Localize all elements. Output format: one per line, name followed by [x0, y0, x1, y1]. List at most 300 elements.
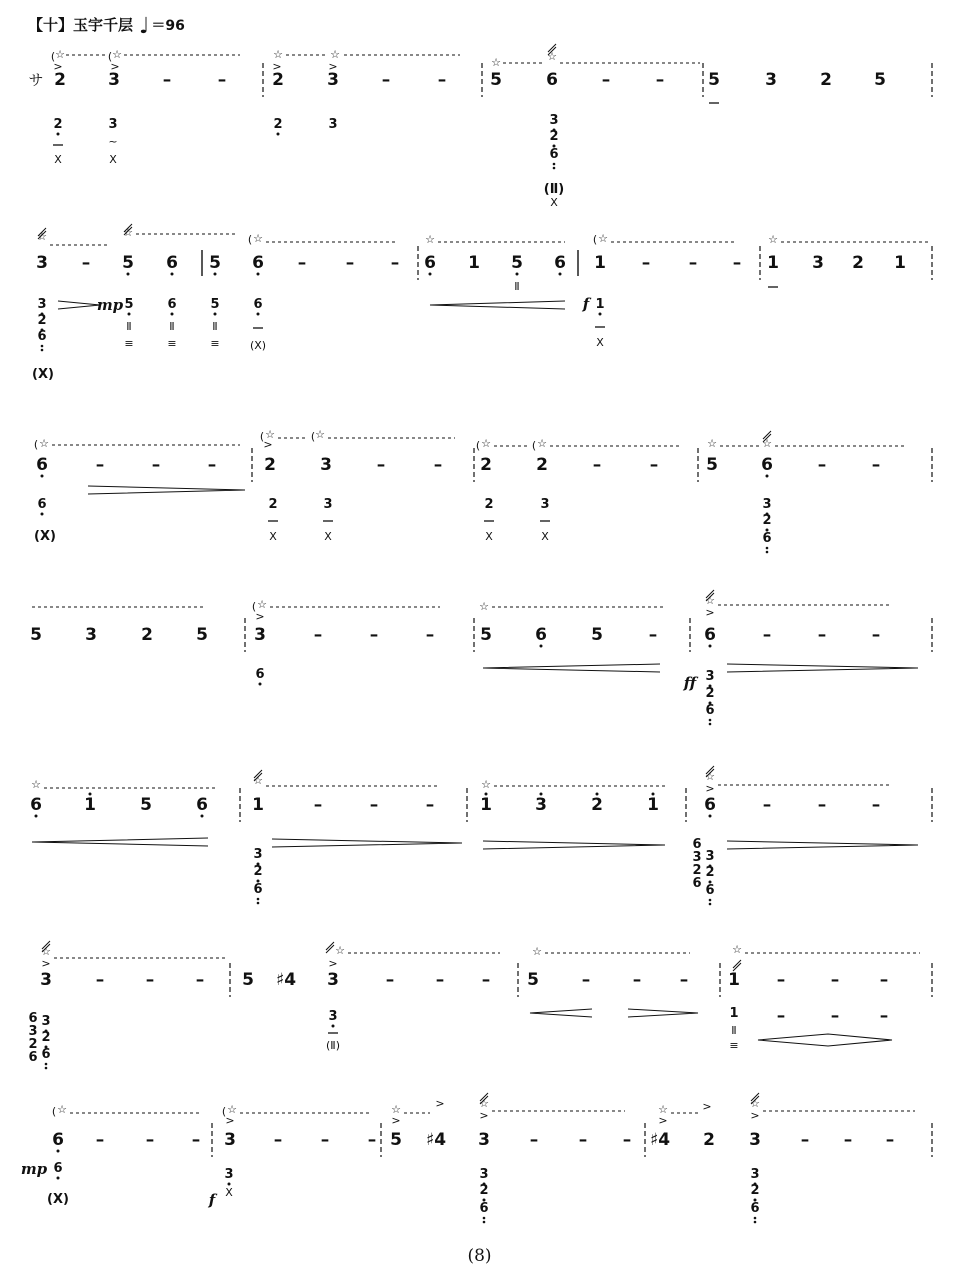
- accent-mark: >: [110, 60, 120, 73]
- accent-mark: >: [255, 610, 265, 623]
- accent-mark: >: [53, 60, 63, 73]
- note-digit: 6: [424, 253, 436, 273]
- low-octave-dot: [709, 815, 712, 818]
- sustain-dash: –: [817, 795, 827, 815]
- star-technique-mark: ☆: [123, 226, 133, 239]
- sustain-dash: –: [871, 625, 881, 645]
- note-digit: 3: [254, 625, 266, 645]
- low-octave-dot: [257, 313, 260, 316]
- star-technique-mark: ☆: [39, 437, 49, 450]
- note-digit: 6: [167, 297, 177, 312]
- crescendo-hairpin: [32, 838, 208, 846]
- low-octave-dot: [553, 163, 556, 166]
- note-digit: 6: [37, 329, 47, 344]
- decrescendo-hairpin: [727, 664, 918, 672]
- sustain-dash: –: [425, 795, 435, 815]
- sustain-dash: –: [879, 1006, 889, 1026]
- sustain-dash: –: [776, 970, 786, 990]
- sustain-dash: –: [376, 455, 386, 475]
- note-digit: 6: [41, 1047, 51, 1062]
- note-digit: 1: [480, 795, 492, 815]
- note-digit: 6: [704, 625, 716, 645]
- double-stroke-mark: Ⅱ: [169, 320, 175, 333]
- low-octave-dot: [257, 273, 260, 276]
- sustain-dash: –: [437, 70, 447, 90]
- note-digit: 3: [108, 117, 118, 132]
- note-digit: 2: [54, 70, 66, 90]
- low-octave-dot: [709, 899, 712, 902]
- decrescendo-hairpin: [727, 841, 918, 849]
- low-octave-dot: [257, 898, 260, 901]
- note-digit: 3: [224, 1130, 236, 1150]
- note-digit: 6: [36, 455, 48, 475]
- low-octave-dot: [332, 1025, 335, 1028]
- star-technique-mark: ☆: [547, 50, 557, 63]
- note-digit: 5: [196, 625, 208, 645]
- note-digit: 5: [140, 795, 152, 815]
- sustain-dash: –: [601, 70, 611, 90]
- open-paren-mark: (: [107, 50, 113, 63]
- note-digit: 1: [647, 795, 659, 815]
- low-octave-dot: [709, 645, 712, 648]
- star-technique-mark: ☆: [37, 230, 47, 243]
- note-digit: 2: [480, 455, 492, 475]
- accent-mark: >: [263, 438, 273, 451]
- note-digit: 1: [252, 795, 264, 815]
- crescendo-hairpin: [530, 1009, 592, 1017]
- accent-mark: >: [435, 1097, 445, 1110]
- open-paren-mark: (: [50, 50, 56, 63]
- tempo-marking: ＝96: [151, 18, 185, 34]
- sustain-dash: –: [632, 970, 642, 990]
- note-digit: 6: [546, 70, 558, 90]
- star-technique-mark: ☆: [257, 598, 267, 611]
- low-octave-dot: [257, 902, 260, 905]
- note-digit: 6: [53, 1161, 63, 1176]
- note-digit: 3: [320, 455, 332, 475]
- section-mark: 【十】: [28, 16, 74, 34]
- high-octave-dot: [540, 793, 543, 796]
- note-digit: 6: [196, 795, 208, 815]
- note-digit: 6: [750, 1201, 760, 1216]
- note-digit: 2: [705, 865, 715, 880]
- note-digit: 5: [490, 70, 502, 90]
- sustain-dash: –: [871, 455, 881, 475]
- stroke-technique-mark: (X): [249, 339, 267, 352]
- note-digit: 1: [767, 253, 779, 273]
- note-digit: 3: [478, 1130, 490, 1150]
- accent-mark: >: [702, 1100, 712, 1113]
- accent-mark: >: [705, 782, 715, 795]
- sustain-dash: –: [481, 970, 491, 990]
- chord-tone: 3: [692, 850, 702, 865]
- note-digit: 2: [852, 253, 864, 273]
- low-octave-dot: [41, 345, 44, 348]
- note-digit: 3: [327, 970, 339, 990]
- note-digit: 6: [549, 147, 559, 162]
- star-technique-mark: ☆: [532, 945, 542, 958]
- note-digit: 6: [37, 497, 47, 512]
- low-octave-dot: [766, 551, 769, 554]
- sustain-dash: –: [381, 70, 391, 90]
- stroke-technique-mark: (X): [32, 367, 54, 382]
- note-digit: 2: [703, 1130, 715, 1150]
- star-technique-mark: ☆: [41, 945, 51, 958]
- x-mark: X: [269, 530, 277, 543]
- sustain-dash: –: [367, 1130, 377, 1150]
- free-rhythm-mark: サ: [28, 71, 44, 89]
- double-stroke-mark: Ⅱ: [126, 320, 132, 333]
- note-digit: 3: [812, 253, 824, 273]
- open-paren-mark: (: [592, 233, 598, 246]
- note-digit: 2: [37, 313, 47, 328]
- low-octave-dot: [45, 1063, 48, 1066]
- note-digit: 6: [762, 531, 772, 546]
- sustain-dash: –: [885, 1130, 895, 1150]
- sustain-dash: –: [151, 455, 161, 475]
- note-digit: 3: [549, 113, 559, 128]
- sustain-dash: –: [435, 970, 445, 990]
- sustain-dash: –: [830, 970, 840, 990]
- low-octave-dot: [171, 313, 174, 316]
- note-digit: 5: [706, 455, 718, 475]
- star-technique-mark: ☆: [768, 233, 778, 246]
- note-digit: 1: [728, 970, 740, 990]
- double-stroke-mark: Ⅱ: [514, 280, 520, 293]
- sustain-dash: –: [871, 795, 881, 815]
- low-octave-dot: [259, 683, 262, 686]
- note-digit: 3: [705, 669, 715, 684]
- sustain-dash: –: [95, 970, 105, 990]
- note-digit: 2: [273, 117, 283, 132]
- note-digit: 5: [480, 625, 492, 645]
- star-technique-mark: ☆: [315, 428, 325, 441]
- triple-stroke-mark: ≡: [167, 337, 177, 350]
- note-digit: 2: [549, 129, 559, 144]
- x-mark: X: [324, 530, 332, 543]
- low-octave-dot: [429, 273, 432, 276]
- sustain-dash: –: [776, 1006, 786, 1026]
- star-technique-mark: ☆: [253, 232, 263, 245]
- note-digit: 6: [705, 703, 715, 718]
- star-technique-mark: ☆: [491, 56, 501, 69]
- sustain-dash: –: [817, 455, 827, 475]
- low-octave-dot: [599, 313, 602, 316]
- sustain-dash: –: [688, 253, 698, 273]
- sustain-dash: –: [732, 253, 742, 273]
- note-digit: 2: [591, 795, 603, 815]
- star-technique-mark: ☆: [658, 1103, 668, 1116]
- star-technique-mark: ☆: [598, 232, 608, 245]
- open-paren-mark: (: [51, 1105, 57, 1118]
- tilde-mark: ~: [108, 135, 118, 148]
- note-digit: 3: [762, 497, 772, 512]
- sustain-dash: –: [145, 970, 155, 990]
- sustain-dash: –: [191, 1130, 201, 1150]
- note-digit: 1: [468, 253, 480, 273]
- note-digit: 1: [894, 253, 906, 273]
- chord-tone: 6: [28, 1050, 38, 1065]
- note-digit: 6: [252, 253, 264, 273]
- low-octave-dot: [214, 273, 217, 276]
- decrescendo-hairpin: [88, 486, 245, 494]
- note-digit: 2: [820, 70, 832, 90]
- sustain-dash: –: [95, 1130, 105, 1150]
- sustain-dash: –: [195, 970, 205, 990]
- sustain-dash: –: [273, 1130, 283, 1150]
- sustain-dash: –: [207, 455, 217, 475]
- note-digit: 2: [705, 686, 715, 701]
- swell-hairpin: [758, 1034, 892, 1046]
- sustain-dash: –: [369, 625, 379, 645]
- chord-tone: 6: [692, 837, 702, 852]
- star-technique-mark: ☆: [253, 774, 263, 787]
- low-octave-dot: [41, 475, 44, 478]
- low-octave-dot: [766, 475, 769, 478]
- accent-mark: >: [41, 957, 51, 970]
- star-technique-mark: ☆: [31, 778, 41, 791]
- low-octave-dot: [754, 1221, 757, 1224]
- stroke-technique-mark: (Ⅱ): [326, 1039, 340, 1052]
- sustain-dash: –: [385, 970, 395, 990]
- page-number: (8): [467, 1246, 492, 1266]
- low-octave-dot: [214, 313, 217, 316]
- open-paren-mark: (: [33, 438, 39, 451]
- sustain-dash: –: [879, 970, 889, 990]
- note-digit: 6: [705, 883, 715, 898]
- note-digit: 5: [242, 970, 254, 990]
- low-octave-dot: [35, 815, 38, 818]
- sustain-dash: –: [830, 1006, 840, 1026]
- double-stroke-mark: Ⅱ: [212, 320, 218, 333]
- note-digit: 2: [272, 70, 284, 90]
- note-digit: 3: [327, 70, 339, 90]
- low-octave-dot: [127, 273, 130, 276]
- low-octave-dot: [766, 547, 769, 550]
- low-octave-dot: [483, 1217, 486, 1220]
- sustain-dash: –: [843, 1130, 853, 1150]
- dynamic-marking: f: [582, 295, 590, 313]
- note-digit: ♯4: [275, 970, 297, 990]
- star-technique-mark: ☆: [55, 48, 65, 61]
- decrescendo-hairpin: [272, 839, 462, 847]
- note-digit: 3: [253, 847, 263, 862]
- note-digit: 5: [209, 253, 221, 273]
- note-digit: 6: [554, 253, 566, 273]
- accent-mark: >: [705, 606, 715, 619]
- sustain-dash: –: [592, 455, 602, 475]
- sustain-dash: –: [313, 795, 323, 815]
- section-title: 玉宇千层: [73, 16, 134, 34]
- note-digit: 5: [124, 297, 134, 312]
- chord-tone: 6: [692, 876, 702, 891]
- low-octave-dot: [709, 723, 712, 726]
- note-digit: 3: [328, 1009, 338, 1024]
- star-technique-mark: ☆: [705, 770, 715, 783]
- note-digit: 6: [535, 625, 547, 645]
- sustain-dash: –: [390, 253, 400, 273]
- high-octave-dot: [485, 793, 488, 796]
- sustain-dash: –: [433, 455, 443, 475]
- x-mark: X: [596, 336, 604, 349]
- open-paren-mark: (: [247, 233, 253, 246]
- low-octave-dot: [57, 1177, 60, 1180]
- note-digit: 3: [479, 1167, 489, 1182]
- chord-tone: 2: [28, 1037, 38, 1052]
- note-digit: 2: [253, 864, 263, 879]
- accent-mark: >: [750, 1109, 760, 1122]
- note-digit: 3: [765, 70, 777, 90]
- note-digit: 2: [141, 625, 153, 645]
- crescendo-hairpin: [430, 301, 565, 309]
- triple-stroke-mark: ≡: [729, 1039, 739, 1052]
- low-octave-dot: [45, 1067, 48, 1070]
- star-technique-mark: ☆: [479, 600, 489, 613]
- note-digit: 6: [166, 253, 178, 273]
- sustain-dash: –: [217, 70, 227, 90]
- low-octave-dot: [277, 133, 280, 136]
- sustain-dash: –: [425, 625, 435, 645]
- note-digit: 2: [484, 497, 494, 512]
- note-digit: 3: [750, 1167, 760, 1182]
- star-technique-mark: ☆: [732, 943, 742, 956]
- note-digit: 3: [705, 849, 715, 864]
- low-octave-dot: [483, 1221, 486, 1224]
- note-digit: 5: [591, 625, 603, 645]
- note-digit: 6: [253, 882, 263, 897]
- star-technique-mark: ☆: [265, 428, 275, 441]
- x-mark: X: [550, 196, 558, 209]
- note-digit: 3: [535, 795, 547, 815]
- x-mark: X: [485, 530, 493, 543]
- paren-x-mark: (X): [47, 1192, 69, 1207]
- low-octave-dot: [559, 273, 562, 276]
- note-digit: 3: [41, 1014, 51, 1029]
- stroke-technique-mark: (Ⅱ): [543, 182, 565, 197]
- star-technique-mark: ☆: [112, 48, 122, 61]
- dynamic-marking: mp: [96, 296, 124, 314]
- sustain-dash: –: [679, 970, 689, 990]
- star-technique-mark: ☆: [479, 1097, 489, 1110]
- tremolo-slash: [326, 942, 334, 953]
- note-digit: 2: [268, 497, 278, 512]
- low-octave-dot: [516, 273, 519, 276]
- note-digit: 3: [108, 70, 120, 90]
- star-technique-mark: ☆: [57, 1103, 67, 1116]
- accent-mark: >: [225, 1114, 235, 1127]
- low-octave-dot: [754, 1217, 757, 1220]
- accent-mark: >: [272, 60, 282, 73]
- double-stroke-mark: Ⅱ: [731, 1024, 737, 1037]
- note-digit: 5: [122, 253, 134, 273]
- sustain-dash: –: [581, 970, 591, 990]
- paren-x-mark: (X): [34, 529, 56, 544]
- note-digit: 2: [53, 117, 63, 132]
- star-technique-mark: ☆: [481, 778, 491, 791]
- note-digit: 5: [527, 970, 539, 990]
- low-octave-dot: [201, 815, 204, 818]
- sustain-dash: –: [762, 795, 772, 815]
- note-digit: 3: [323, 497, 333, 512]
- crescendo-hairpin: [483, 664, 660, 672]
- note-digit: 2: [479, 1183, 489, 1198]
- note-digit: 6: [52, 1130, 64, 1150]
- star-technique-mark: ☆: [762, 437, 772, 450]
- sustain-dash: –: [800, 1130, 810, 1150]
- sustain-dash: –: [297, 253, 307, 273]
- note-digit: ♯4: [649, 1130, 671, 1150]
- star-technique-mark: ☆: [330, 48, 340, 61]
- note-digit: 6: [761, 455, 773, 475]
- sustain-dash: –: [578, 1130, 588, 1150]
- note-digit: 2: [41, 1030, 51, 1045]
- quarter-note-icon: ♩: [139, 14, 150, 39]
- star-technique-mark: ☆: [707, 437, 717, 450]
- note-digit: ♯4: [425, 1130, 447, 1150]
- accent-mark: >: [328, 957, 338, 970]
- star-technique-mark: ☆: [425, 233, 435, 246]
- sustain-dash: –: [145, 1130, 155, 1150]
- open-paren-mark: (: [259, 430, 265, 443]
- note-digit: 5: [874, 70, 886, 90]
- open-paren-mark: (: [251, 600, 257, 613]
- note-digit: 5: [30, 625, 42, 645]
- triple-stroke-mark: ≡: [124, 337, 134, 350]
- low-octave-dot: [709, 903, 712, 906]
- low-octave-dot: [57, 1150, 60, 1153]
- low-octave-dot: [41, 513, 44, 516]
- sustain-dash: –: [641, 253, 651, 273]
- note-digit: 2: [264, 455, 276, 475]
- star-technique-mark: ☆: [705, 594, 715, 607]
- low-octave-dot: [57, 133, 60, 136]
- sustain-dash: –: [622, 1130, 632, 1150]
- star-technique-mark: ☆: [335, 944, 345, 957]
- high-octave-dot: [652, 793, 655, 796]
- open-paren-mark: (: [310, 430, 316, 443]
- note-digit: 6: [253, 297, 263, 312]
- star-technique-mark: ☆: [227, 1103, 237, 1116]
- note-digit: 1: [84, 795, 96, 815]
- note-digit: 1: [595, 297, 605, 312]
- note-digit: 3: [36, 253, 48, 273]
- star-technique-mark: ☆: [537, 437, 547, 450]
- sustain-dash: –: [320, 1130, 330, 1150]
- chord-tone: 2: [692, 863, 702, 878]
- dynamic-marking: f: [208, 1191, 216, 1209]
- sustain-dash: –: [529, 1130, 539, 1150]
- note-digit: 6: [479, 1201, 489, 1216]
- star-technique-mark: ☆: [750, 1097, 760, 1110]
- note-digit: 6: [30, 795, 42, 815]
- note-digit: 6: [255, 667, 265, 682]
- x-mark: X: [541, 530, 549, 543]
- note-digit: 3: [37, 297, 47, 312]
- accent-mark: >: [479, 1109, 489, 1122]
- decrescendo-hairpin: [628, 1009, 698, 1017]
- high-octave-dot: [596, 793, 599, 796]
- note-digit: 1: [594, 253, 606, 273]
- note-digit: 3: [85, 625, 97, 645]
- open-paren-mark: (: [531, 439, 537, 452]
- note-digit: 2: [536, 455, 548, 475]
- dynamic-marking: mp: [20, 1160, 48, 1178]
- sustain-dash: –: [817, 625, 827, 645]
- note-digit: 5: [511, 253, 523, 273]
- dynamic-marking: ff: [683, 674, 697, 692]
- note-digit: 3: [328, 117, 338, 132]
- decrescendo-hairpin: [58, 301, 100, 309]
